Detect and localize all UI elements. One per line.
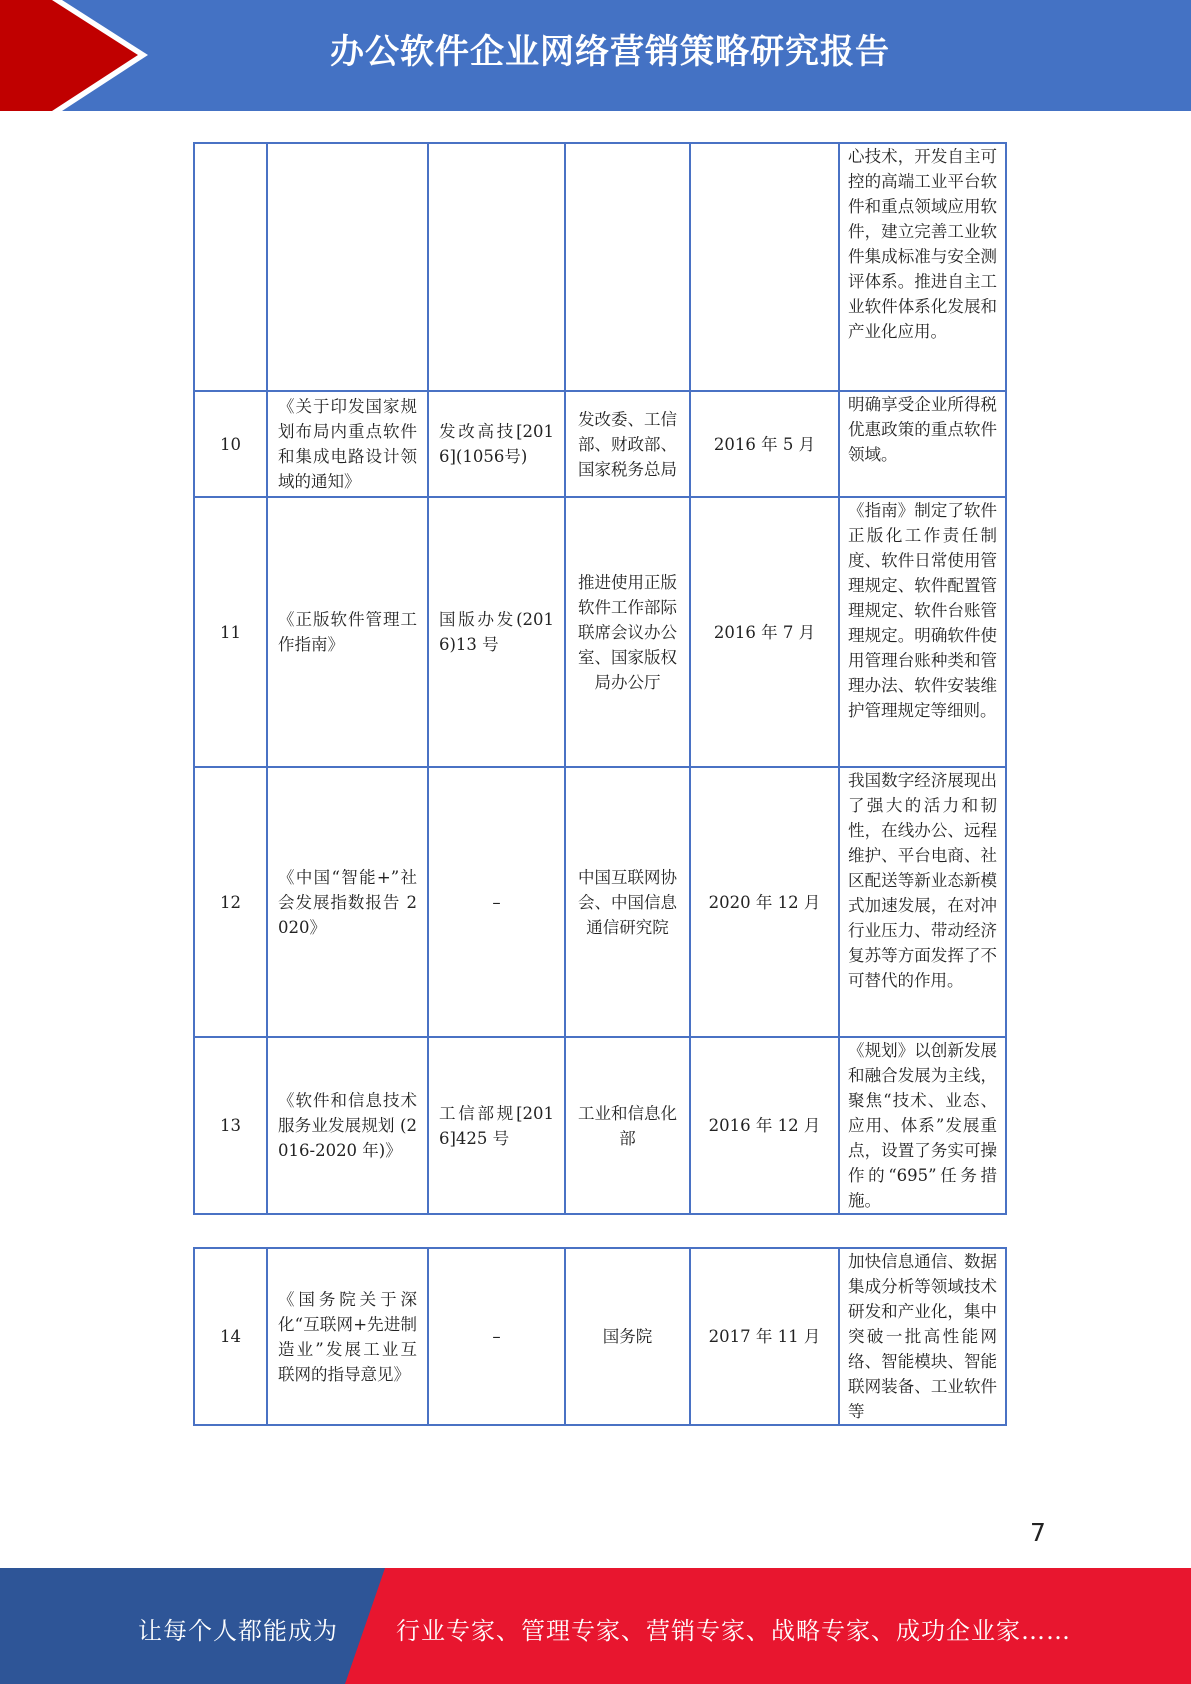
table-row <box>194 391 1006 497</box>
issue-date: 2016 年 5 月 <box>690 391 839 497</box>
issuing-authority: 发改委、工信部、财政部、国家税务总局 <box>565 391 690 497</box>
issuing-authority: 中国互联网协会、中国信息通信研究院 <box>565 767 690 1037</box>
policy-description: 心技术，开发自主可控的高端工业平台软件和重点领域应用软件，建立完善工业软件集成标准与安全测评体系。推进自主工业软件体系化发展和产业化应用。 <box>839 143 1006 391</box>
policy-name: 《国务院关于深化“互联网+先进制造业”发展工业互联网的指导意见》 <box>267 1248 428 1425</box>
policy-name <box>267 143 428 391</box>
document-title: 办公软件企业网络营销策略研究报告 <box>330 32 890 72</box>
policy-name: 《关于印发国家规划布局内重点软件和集成电路设计领域的通知》 <box>267 391 428 497</box>
issue-date: 2016 年 12 月 <box>690 1037 839 1214</box>
footer-slogan-right: 行业专家、管理专家、营销专家、战略专家、成功企业家…… <box>396 1617 1071 1645</box>
issue-date: 2016 年 7 月 <box>690 497 839 767</box>
row-number: 12 <box>194 767 267 1037</box>
issue-date: 2020 年 12 月 <box>690 767 839 1037</box>
document-number: 工信部规[2016]425 号 <box>428 1037 565 1214</box>
page-header <box>0 0 1191 111</box>
table-row <box>194 497 1006 767</box>
policy-name: 《中国“智能+”社会发展指数报告 2020》 <box>267 767 428 1037</box>
policy-description: 《指南》制定了软件正版化工作责任制度、软件日常使用管理规定、软件配置管理规定、软件台账管理规定。明确软件使用管理台账种类和管理办法、软件安装维护管理规定等细则。 <box>839 497 1006 767</box>
table-row <box>194 1037 1006 1214</box>
document-number: 发改高技[2016](1056号) <box>428 391 565 497</box>
row-number: 10 <box>194 391 267 497</box>
row-number: 11 <box>194 497 267 767</box>
policy-table-continued <box>193 1247 1007 1426</box>
table-row <box>194 767 1006 1037</box>
issuing-authority: 推进使用正版软件工作部际联席会议办公室、国家版权局办公厅 <box>565 497 690 767</box>
policy-name: 《正版软件管理工作指南》 <box>267 497 428 767</box>
document-number: 国版办发(2016)13 号 <box>428 497 565 767</box>
issuing-authority: 国务院 <box>565 1248 690 1425</box>
row-number <box>194 143 267 391</box>
header-chevron-icon <box>0 0 160 111</box>
policy-name: 《软件和信息技术服务业发展规划 (2016-2020 年)》 <box>267 1037 428 1214</box>
policy-description: 《规划》以创新发展和融合发展为主线，聚焦“技术、业态、应用、体系”发展重点，设置了务实可操作的“695”任务措施。 <box>839 1037 1006 1214</box>
page-footer <box>0 1568 1191 1684</box>
table-row <box>194 1248 1006 1425</box>
table-row <box>194 143 1006 391</box>
issue-date: 2017 年 11 月 <box>690 1248 839 1425</box>
policy-table <box>193 142 1007 1215</box>
page-number: 7 <box>1030 1518 1046 1547</box>
issue-date <box>690 143 839 391</box>
issuing-authority: 工业和信息化部 <box>565 1037 690 1214</box>
policy-description: 明确享受企业所得税优惠政策的重点软件领域。 <box>839 391 1006 497</box>
document-number: – <box>428 767 565 1037</box>
row-number: 13 <box>194 1037 267 1214</box>
row-number: 14 <box>194 1248 267 1425</box>
document-number <box>428 143 565 391</box>
policy-description: 我国数字经济展现出了强大的活力和韧性，在线办公、远程维护、平台电商、社区配送等新业态新模式加速发展，在对冲行业压力、带动经济复苏等方面发挥了不可替代的作用。 <box>839 767 1006 1037</box>
footer-slogan-left: 让每个人都能成为 <box>138 1617 338 1645</box>
issuing-authority <box>565 143 690 391</box>
policy-description: 加快信息通信、数据集成分析等领域技术研发和产业化，集中突破一批高性能网络、智能模块、智能联网装备、工业软件等 <box>839 1248 1006 1425</box>
document-number: – <box>428 1248 565 1425</box>
